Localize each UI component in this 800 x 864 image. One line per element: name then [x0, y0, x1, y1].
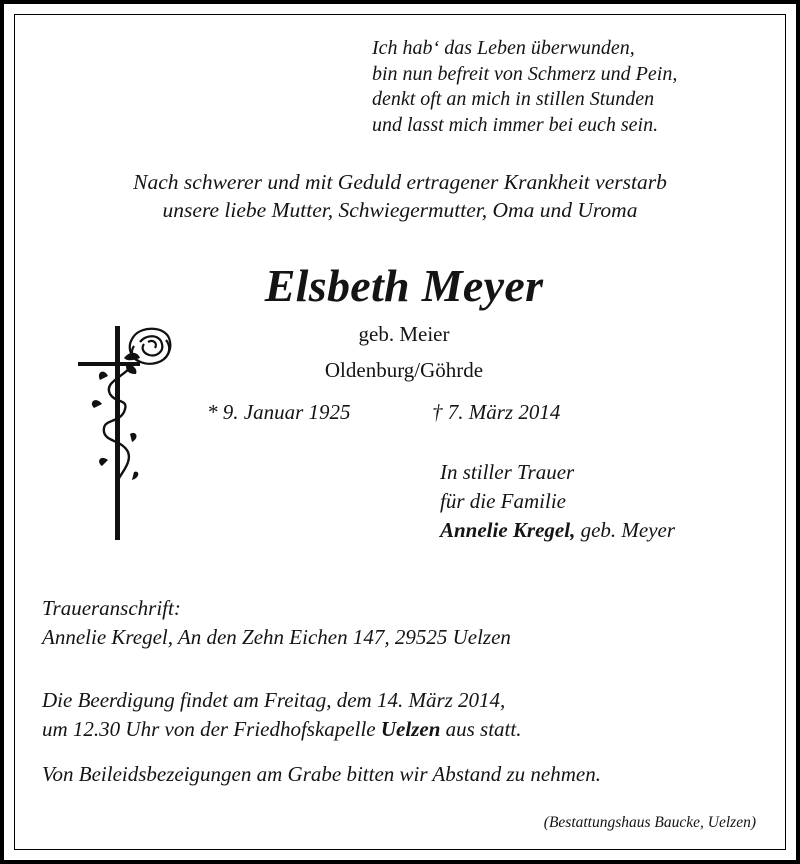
- mourners-line: In stiller Trauer: [440, 460, 575, 484]
- intro-line: Nach schwerer und mit Geduld ertragener Krankheit verstarb: [133, 170, 667, 194]
- funeral-line: [42, 715, 521, 744]
- funeral-line: Die Beerdigung findet am Freitag, dem 14. März 2014,: [42, 688, 506, 712]
- mourners-name-line: [440, 516, 675, 545]
- mourners: [440, 458, 675, 545]
- poem-line: denkt oft an mich in stillen Stunden: [372, 88, 655, 110]
- poem-line: bin nun befreit von Schmerz und Pein,: [372, 62, 678, 85]
- poem: [372, 36, 677, 138]
- funeral-location: Uelzen: [380, 717, 441, 741]
- funeral-info: [42, 686, 521, 744]
- poem-line: und lasst mich immer bei euch sein.: [372, 113, 659, 136]
- deceased-name: Elsbeth Meyer: [264, 260, 544, 311]
- mourners-line: für die Familie: [440, 489, 566, 513]
- intro-line: unsere liebe Mutter, Schwiegermutter, Oma und Uroma: [162, 198, 638, 222]
- death-date: † 7. März 2014: [432, 400, 561, 424]
- mourner-name-suffix: geb. Meyer: [575, 518, 676, 542]
- funeral-line-post: aus statt.: [440, 717, 522, 741]
- cross-with-rose-icon: [74, 322, 184, 544]
- intro-text: [4, 168, 796, 224]
- mourning-address: [42, 594, 511, 652]
- place-of-residence: Oldenburg/Göhrde: [324, 358, 484, 382]
- birth-date: * 9. Januar 1925: [207, 400, 351, 424]
- mourner-name: Annelie Kregel,: [440, 518, 576, 542]
- condolence-request: Von Beileidsbezeigungen am Grabe bitten wir Abstand zu nehmen.: [42, 762, 601, 786]
- birth-name: geb. Meier: [358, 322, 450, 346]
- undertaker-credit: (Bestattungshaus Baucke, Uelzen): [543, 814, 756, 831]
- poem-line: Ich hab‘ das Leben überwunden,: [372, 37, 635, 59]
- address-text: Annelie Kregel, An den Zehn Eichen 147, 29525 Uelzen: [42, 625, 511, 649]
- funeral-line-pre: um 12.30 Uhr von der Friedhofskapelle: [42, 717, 381, 741]
- address-label: Traueranschrift:: [42, 596, 181, 620]
